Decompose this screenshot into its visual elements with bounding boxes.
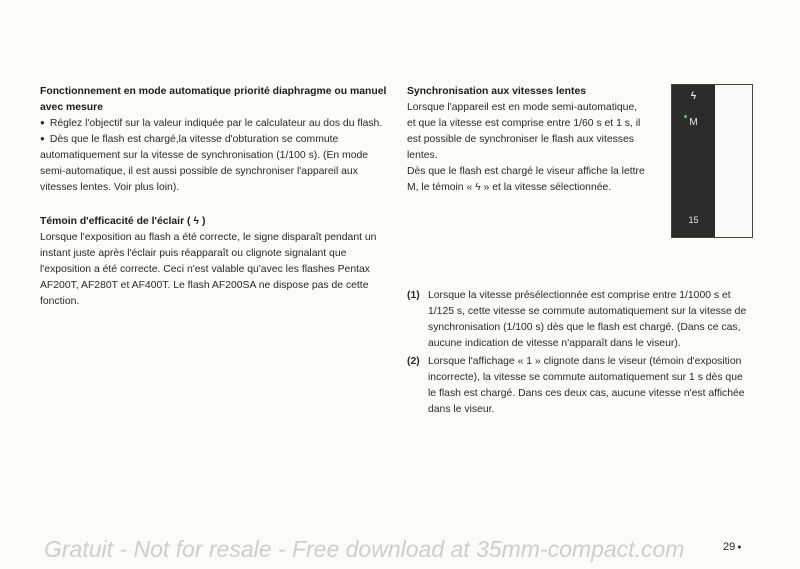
footnote-number: (1) <box>407 290 420 301</box>
footnote-text: Lorsque la vitesse présélectionnée est comprise entre 1/1000 s et 1/125 s, cette vitesse se commute automatiquement sur la vitesse de synchronisation (1/100 s) dès que le flash est chargé. (Dans ce cas, aucune indication de vitesse n'apparaît dans le viseur). <box>428 290 747 349</box>
right-column <box>407 84 647 196</box>
slow-sync-paragraph: Lorsque l'appareil est en mode semi-automatique, et que la vitesse est comprise entre 1/60 s et 1 s, il est possible de synchroniser le flash aux vitesses lentes. <box>407 102 641 161</box>
instruction-bullet-2: ● Dès que le flash est chargé,la vitesse d'obturation se commute automatiquement sur la vitesse de synchronisation (1/100 s). (En mode semi-automatique, il est aussi possible de synchroniser l'appareil aux vitesses lentes. Voir plus loin). <box>40 132 392 196</box>
viewfinder-illustration <box>671 84 753 238</box>
section-heading-flash-confirm <box>40 214 392 230</box>
flash-ready-icon: ϟ <box>690 91 697 102</box>
viewfinder-display <box>672 85 715 237</box>
flash-confirm-paragraph: Lorsque l'exposition au flash a été correcte, le signe disparaît pendant un instant juste après l'éclair puis réapparaît ou clignote signalant que l'exposition a été correcte. Ceci n'est valable qu'avec les flashes Pentax AF200T, AF280T et AF400T. Le flash AF200SA ne dispose pas de cette fonction. <box>40 232 377 307</box>
footnote-2 <box>407 354 752 418</box>
page-number: 29 ● <box>723 541 741 553</box>
heading-text: Témoin d'efficacité de l'éclair ( <box>40 216 191 227</box>
mode-indicator: M <box>672 117 715 128</box>
instruction-bullet-1: ● Réglez l'objectif sur la valeur indiquée par le calculateur au dos du flash. <box>40 116 392 132</box>
heading-text-end: ) <box>201 216 206 227</box>
section-heading-auto-mode: Fonctionnement en mode automatique priorité diaphragme ou manuel avec mesure <box>40 86 387 113</box>
footnotes <box>407 288 752 420</box>
footnote-number: (2) <box>407 356 420 367</box>
footnote-text: Lorsque l'affichage « 1 » clignote dans le viseur (témoin d'exposition incorrecte), la vitesse se commute automatiquement sur 1 s dès que le flash est chargé. Dans ces deux cas, aucune vitesse n'est affichée dans le viseur. <box>428 356 745 415</box>
slow-sync-paragraph-2: Dès que le flash est chargé le viseur affiche la lettre M, le témoin « ϟ » et la vitesse sélectionnée. <box>407 166 645 193</box>
shutter-speed-readout: 15 <box>688 215 699 225</box>
left-column <box>40 84 392 310</box>
footnote-1 <box>407 288 752 352</box>
flash-icon: ϟ <box>193 216 199 227</box>
watermark: Gratuit - Not for resale - Free download at 35mm-compact.com <box>44 536 685 562</box>
section-heading-slow-sync: Synchronisation aux vitesses lentes <box>407 86 587 97</box>
